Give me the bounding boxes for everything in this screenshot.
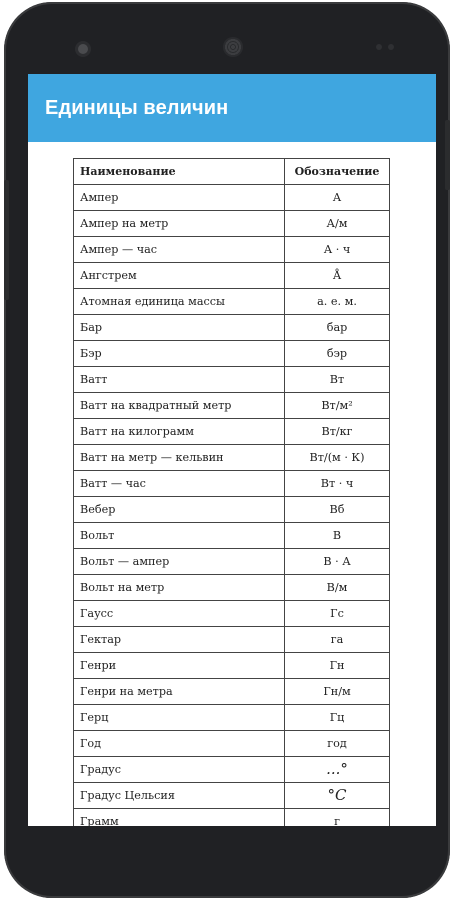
- unit-name: Бар: [74, 315, 285, 341]
- unit-name: Ватт — час: [74, 471, 285, 497]
- table-row: [74, 445, 390, 471]
- unit-name: Вольт — ампер: [74, 549, 285, 575]
- table-row: [74, 679, 390, 705]
- unit-name: Год: [74, 731, 285, 757]
- unit-symbol: В/м: [285, 575, 390, 601]
- table-row: [74, 419, 390, 445]
- unit-name: Гектар: [74, 627, 285, 653]
- unit-symbol: год: [285, 731, 390, 757]
- unit-symbol: А · ч: [285, 237, 390, 263]
- unit-name: Ватт на килограмм: [74, 419, 285, 445]
- proximity-sensor-icon: [376, 44, 382, 50]
- table-row: [74, 185, 390, 211]
- table-row: [74, 341, 390, 367]
- table-row: [74, 809, 390, 827]
- table-row: [74, 497, 390, 523]
- unit-name: Гаусс: [74, 601, 285, 627]
- unit-symbol: Гс: [285, 601, 390, 627]
- table-row: [74, 601, 390, 627]
- table-header-row: [74, 159, 390, 185]
- unit-symbol: бар: [285, 315, 390, 341]
- unit-symbol: А: [285, 185, 390, 211]
- unit-name: Вольт: [74, 523, 285, 549]
- volume-button: [4, 180, 9, 300]
- table-row: [74, 393, 390, 419]
- unit-symbol: Гц: [285, 705, 390, 731]
- unit-name: Генри на метра: [74, 679, 285, 705]
- table-row: [74, 653, 390, 679]
- unit-symbol: ...°: [285, 757, 390, 783]
- unit-name: Градус Цельсия: [74, 783, 285, 809]
- table-row: [74, 549, 390, 575]
- unit-name: Вольт на метр: [74, 575, 285, 601]
- unit-symbol: Гн: [285, 653, 390, 679]
- app-screen: [28, 74, 436, 826]
- table-row: [74, 211, 390, 237]
- unit-symbol: а. е. м.: [285, 289, 390, 315]
- unit-name: Ватт: [74, 367, 285, 393]
- unit-name: Вебер: [74, 497, 285, 523]
- unit-symbol: В: [285, 523, 390, 549]
- app-title: Единицы величин: [45, 96, 229, 119]
- table-body: [74, 185, 390, 827]
- table-row: [74, 471, 390, 497]
- unit-name: Ампер на метр: [74, 211, 285, 237]
- unit-name: Генри: [74, 653, 285, 679]
- table-row: [74, 705, 390, 731]
- unit-symbol: бэр: [285, 341, 390, 367]
- unit-symbol: °C: [285, 783, 390, 809]
- app-bar: [28, 74, 436, 142]
- table-row: [74, 575, 390, 601]
- table-row: [74, 757, 390, 783]
- phone-frame: [4, 2, 450, 898]
- unit-symbol: Вб: [285, 497, 390, 523]
- unit-symbol: Вт: [285, 367, 390, 393]
- unit-symbol: Гн/м: [285, 679, 390, 705]
- unit-symbol: Вт · ч: [285, 471, 390, 497]
- unit-symbol: Å: [285, 263, 390, 289]
- unit-symbol: га: [285, 627, 390, 653]
- unit-name: Атомная единица массы: [74, 289, 285, 315]
- table-row: [74, 783, 390, 809]
- power-button: [445, 120, 450, 190]
- unit-symbol: Вт/кг: [285, 419, 390, 445]
- header-symbol: Обозначение: [285, 159, 390, 185]
- table-row: [74, 289, 390, 315]
- unit-symbol: г: [285, 809, 390, 827]
- front-camera-icon: [78, 44, 88, 54]
- table-row: [74, 263, 390, 289]
- unit-symbol: А/м: [285, 211, 390, 237]
- unit-name: Ампер: [74, 185, 285, 211]
- unit-name: Градус: [74, 757, 285, 783]
- unit-symbol: Вт/м²: [285, 393, 390, 419]
- unit-name: Герц: [74, 705, 285, 731]
- unit-name: Грамм: [74, 809, 285, 827]
- unit-name: Ватт на метр — кельвин: [74, 445, 285, 471]
- unit-name: Ватт на квадратный метр: [74, 393, 285, 419]
- unit-name: Ангстрем: [74, 263, 285, 289]
- unit-symbol: Вт/(м · К): [285, 445, 390, 471]
- light-sensor-icon: [388, 44, 394, 50]
- earpiece-speaker-icon: [223, 37, 243, 57]
- table-row: [74, 731, 390, 757]
- header-name: Наименование: [74, 159, 285, 185]
- units-content[interactable]: [28, 142, 436, 826]
- table-row: [74, 523, 390, 549]
- unit-name: Бэр: [74, 341, 285, 367]
- units-table: [73, 158, 390, 826]
- table-row: [74, 315, 390, 341]
- table-row: [74, 627, 390, 653]
- unit-name: Ампер — час: [74, 237, 285, 263]
- table-row: [74, 367, 390, 393]
- table-row: [74, 237, 390, 263]
- unit-symbol: В · А: [285, 549, 390, 575]
